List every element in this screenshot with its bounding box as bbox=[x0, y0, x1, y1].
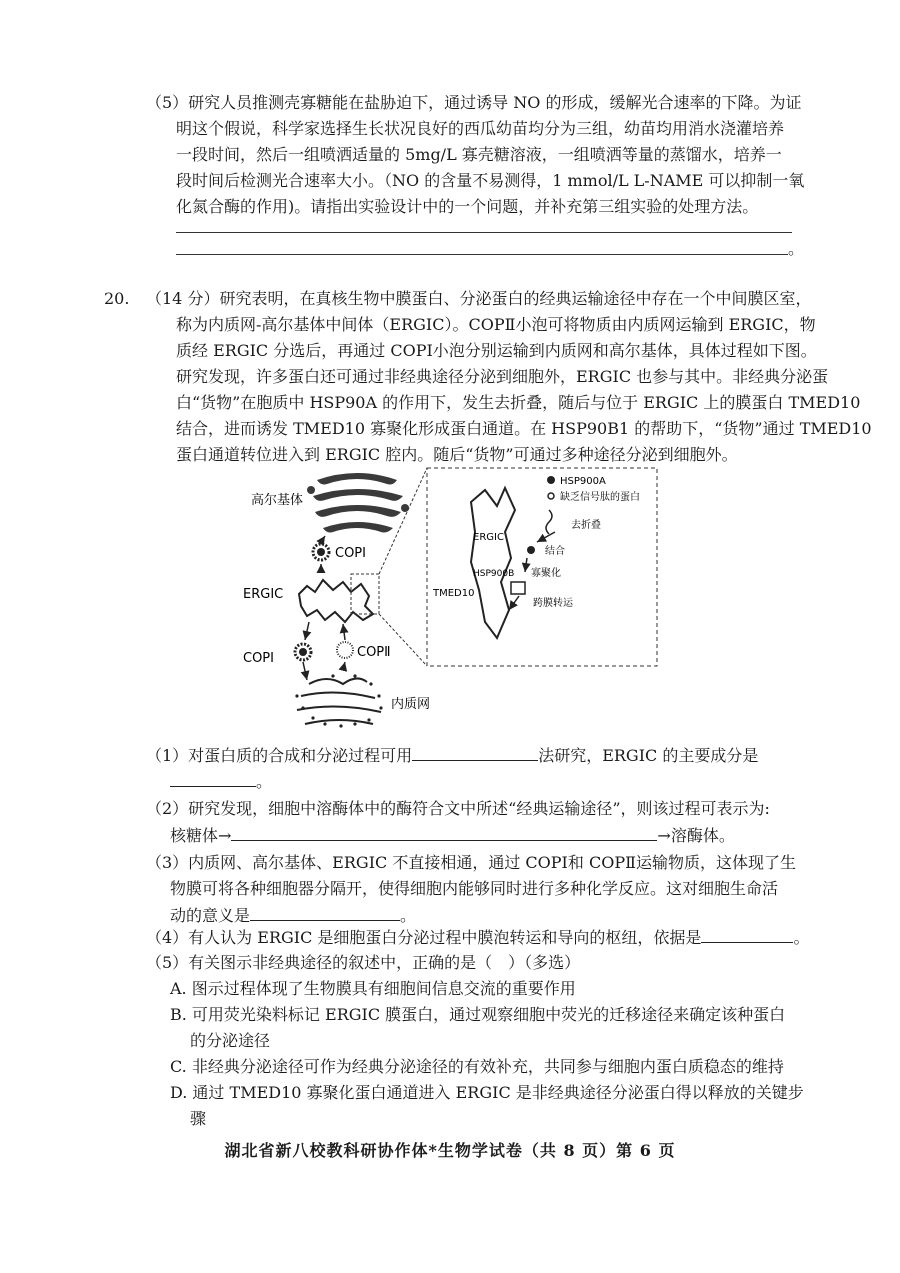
copii-vesicle bbox=[337, 642, 353, 658]
option-d[interactable]: D. 通过 TMED10 寡聚化蛋白通道进入 ERGIC 是非经典途径分泌蛋白得以释放的关键步 bbox=[170, 1083, 804, 1102]
q1-end: 。 bbox=[256, 772, 273, 791]
er-label: 内质网 bbox=[391, 697, 431, 712]
q2-start: 核糖体→ bbox=[170, 826, 232, 845]
q19-line: 明这个假说，科学家选择生长状况良好的西瓜幼苗均分为三组，幼苗均用消水浇灌培养 bbox=[176, 119, 785, 138]
q20-part3 bbox=[146, 850, 796, 928]
option-b[interactable]: B. 可用荧光染料标记 ERGIC 膜蛋白，通过观察细胞中荧光的迁移途径来确定该种蛋白 bbox=[170, 1005, 786, 1024]
q4-end: 。 bbox=[793, 928, 810, 947]
q3-text: 动的意义是 bbox=[170, 906, 251, 925]
q20-line: 结合，进而诱发 TMED10 寡聚化形成蛋白通道。在 HSP90B1 的帮助下，“货物”通过 TMED10 bbox=[176, 419, 872, 438]
q1-text: （1）对蛋白质的合成和分泌过程可用 bbox=[146, 746, 413, 765]
q3-text: 物膜可将各种细胞器分隔开，使得细胞内能够同时进行多种化学反应。这对细胞生命活 bbox=[170, 879, 779, 898]
hsp90b-label: HSP900B bbox=[473, 569, 515, 579]
answer-line[interactable] bbox=[176, 254, 788, 255]
q20-part5 bbox=[146, 950, 804, 1132]
arrow bbox=[321, 536, 325, 542]
q20-part4 bbox=[146, 924, 809, 950]
q3-text: （3）内质网、高尔基体、ERGIC 不直接相通，通过 COPⅠ和 COPⅡ运输物质，这体现了生 bbox=[146, 853, 796, 872]
protein-legend-icon bbox=[548, 493, 554, 499]
protein-legend-label: 缺乏信号肽的蛋白 bbox=[560, 492, 640, 503]
answer-blank[interactable] bbox=[701, 924, 793, 943]
oligomer-label: 寡聚化 bbox=[531, 568, 561, 579]
ergic-diagram bbox=[235, 462, 675, 732]
arrow bbox=[525, 558, 527, 572]
option-c[interactable]: C. 非经典分泌途径可作为经典分泌途径的有效补充，共同参与细胞内蛋白质稳态的维持 bbox=[170, 1057, 784, 1076]
ergic-organelle bbox=[299, 580, 373, 622]
q19-line: 化氮合酶的作用)。请指出实验设计中的一个问题，并补充第三组实验的处理方法。 bbox=[176, 197, 759, 216]
q19-line: （5）研究人员推测壳寡糖能在盐胁迫下，通过诱导 NO 的形成，缓解光合速率的下降。为证 bbox=[146, 93, 802, 112]
tmed10-label: TMED10 bbox=[433, 588, 475, 599]
q20-stem bbox=[146, 286, 872, 468]
arrow bbox=[303, 662, 307, 680]
q20-line: 质经 ERGIC 分选后，再通过 COPⅠ小泡分别运输到内质网和高尔基体，具体过程如下图。 bbox=[176, 341, 817, 360]
hsp90a-legend-label: HSP900A bbox=[560, 476, 606, 487]
option-d-cont: 骤 bbox=[190, 1109, 207, 1128]
hsp90a-legend-icon bbox=[547, 476, 555, 484]
copi-label-bottom: COPⅠ bbox=[243, 651, 274, 666]
q2-text: （2）研究发现，细胞中溶酶体中的酶符合文中所述“经典运输途径”，则该过程可表示为: bbox=[146, 799, 770, 818]
bind-label: 结合 bbox=[545, 546, 565, 557]
zoom-box bbox=[351, 574, 379, 614]
arrow bbox=[343, 624, 345, 640]
answer-blank[interactable] bbox=[170, 768, 256, 787]
q20-part1 bbox=[146, 742, 758, 794]
arrow bbox=[343, 662, 345, 670]
arrow bbox=[305, 622, 309, 640]
q19-line: 段时间后检测光合速率大小。（NO 的含量不易测得，1 mmol/L L-NAME 可以抑制一氧 bbox=[176, 171, 805, 190]
q20-number: 20. bbox=[104, 289, 130, 308]
ergic-zoom-label: ERGIC bbox=[473, 532, 504, 543]
option-b-cont: 的分泌途径 bbox=[190, 1031, 271, 1050]
q2-end: →溶酶体。 bbox=[657, 826, 735, 845]
copi-label-top: COPⅠ bbox=[335, 546, 366, 561]
answer-blank[interactable] bbox=[231, 822, 657, 841]
q20-line: 白“货物”在胞质中 HSP90A 的作用下，发生去折叠，随后与位于 ERGIC 上的膜蛋白 TMED10 bbox=[176, 393, 861, 412]
q20-line: 称为内质网-高尔基体中间体（ERGIC）。COPⅡ小泡可将物质由内质网运输到 ERGIC，物 bbox=[176, 315, 816, 334]
translocate-label: 跨膜转运 bbox=[533, 598, 573, 609]
q1-text: 法研究，ERGIC 的主要成分是 bbox=[538, 746, 759, 765]
copii-label: COPⅡ bbox=[357, 645, 391, 660]
golgi-apparatus bbox=[307, 473, 409, 533]
end-mark: 。 bbox=[788, 239, 805, 258]
arrow bbox=[509, 596, 519, 610]
unfold-label: 去折叠 bbox=[571, 520, 601, 531]
q20-line: （14 分）研究表明，在真核生物中膜蛋白、分泌蛋白的经典运输途径中存在一个中间膜区室， bbox=[146, 289, 812, 308]
q19-part5 bbox=[146, 90, 804, 220]
answer-line[interactable] bbox=[176, 232, 792, 233]
q20-part2 bbox=[146, 796, 770, 848]
q19-line: 一段时间，然后一组喷洒适量的 5mg/L 寡壳糖溶液，一组喷洒等量的蒸馏水，培养一 bbox=[176, 145, 782, 164]
answer-blank[interactable] bbox=[250, 902, 400, 921]
q20-line: 研究发现，许多蛋白还可通过非经典途径分泌到细胞外，ERGIC 也参与其中。非经典分泌蛋 bbox=[176, 367, 829, 386]
q20-line: 蛋白通道转位进入到 ERGIC 腔内。随后“货物”可通过多种途径分泌到细胞外。 bbox=[176, 445, 738, 464]
q5-stem: （5）有关图示非经典途径的叙述中，正确的是（ ）（多选） bbox=[146, 953, 581, 972]
page-footer: 湖北省新八校教科研协作体*生物学试卷（共 8 页）第 6 页 bbox=[224, 1141, 676, 1160]
tmed10-channel bbox=[511, 582, 525, 594]
ergic-membrane-zoom bbox=[471, 488, 515, 638]
endoplasmic-reticulum bbox=[297, 678, 381, 724]
arrow bbox=[537, 532, 555, 542]
option-a[interactable]: A. 图示过程体现了生物膜具有细胞间信息交流的重要作用 bbox=[170, 979, 576, 998]
q3-end: 。 bbox=[400, 906, 417, 925]
q4-text: （4）有人认为 ERGIC 是细胞蛋白分泌过程中膜泡转运和导向的枢纽，依据是 bbox=[146, 928, 702, 947]
golgi-label: 高尔基体 bbox=[251, 493, 304, 508]
ergic-label: ERGIC bbox=[243, 587, 284, 602]
answer-blank[interactable] bbox=[412, 742, 538, 761]
